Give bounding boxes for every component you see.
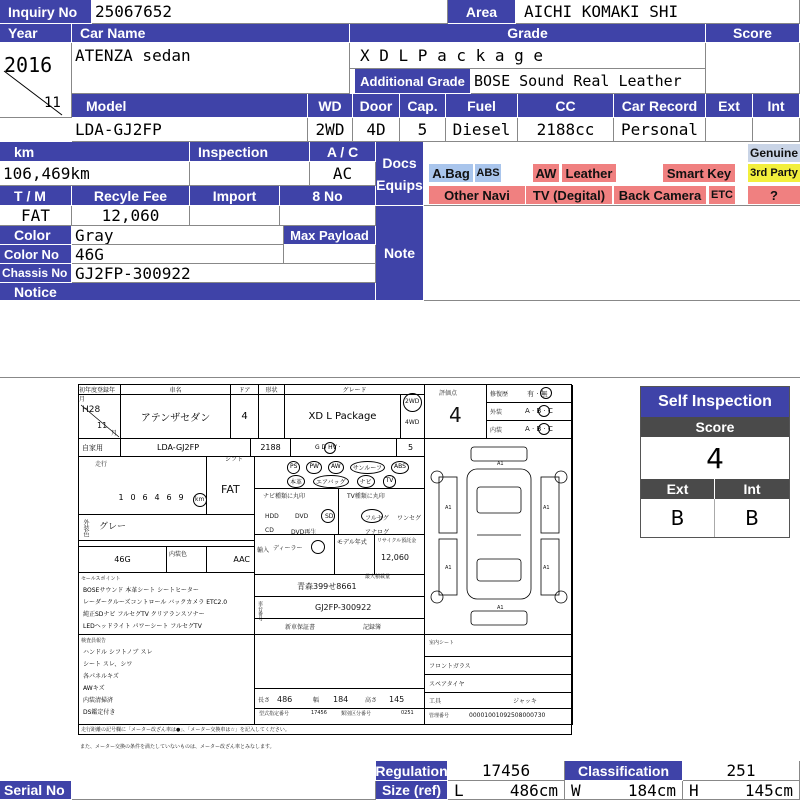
- grade-label: Grade: [350, 24, 706, 43]
- month-value: 11: [44, 95, 61, 111]
- sheet-mileage-digit: 6: [166, 493, 172, 502]
- sheet-type: 17456: [311, 710, 327, 716]
- self-inspection-score: 4: [706, 441, 724, 475]
- sheet-equip-item: ABS: [391, 461, 409, 474]
- sheet-repair-label: 修復歴: [490, 391, 509, 398]
- maxpayload-label: Max Payload: [284, 226, 376, 245]
- area-value: AICHI KOMAKI SHI: [516, 0, 800, 24]
- sheet-notes-blank: [255, 635, 425, 689]
- sheet-mileage-digits: [115, 493, 187, 502]
- sheet-inspector-line: DS鑑定付き: [83, 709, 116, 716]
- sheet-record-label: 記録簿: [363, 624, 382, 631]
- sheet-score-label: 評価点: [439, 390, 458, 397]
- equip-smartkey: Smart Key: [663, 164, 735, 182]
- self-inspection-panel: [640, 386, 790, 538]
- sheet-cap: 5: [397, 439, 425, 457]
- sheet-wd-cell: [401, 385, 425, 439]
- sheet-inspector-line: AWキズ: [83, 685, 105, 692]
- sheet-equip-cell: [255, 457, 425, 489]
- sheet-grade: XD L Package: [285, 395, 401, 439]
- fuel-label: Fuel: [446, 94, 518, 118]
- sheet-footer-2: また、メーター交換の条件を満たしていないものは、メーター改ざん車とみなします。: [80, 744, 275, 750]
- cap-label: Cap.: [400, 94, 446, 118]
- ext-label: Ext: [706, 94, 753, 118]
- size-w-label: W: [571, 781, 581, 800]
- sheet-spare-label: スペアタイヤ: [429, 681, 465, 688]
- sheet-recycle: 12,060: [381, 553, 409, 562]
- sheet-repair-row: [487, 385, 573, 403]
- classification-label: Classification: [565, 761, 683, 781]
- sheet-year-header: 初年度登録年月: [79, 385, 121, 395]
- sheet-year: H28: [82, 405, 101, 415]
- score-label: Score: [706, 24, 800, 43]
- self-inspection-ext: B: [641, 499, 715, 537]
- ac-value: AC: [310, 162, 376, 186]
- sheet-inspector-line: 各パネルキズ: [83, 673, 119, 680]
- eightno-label: 8 No: [280, 186, 376, 206]
- sheet-shift-label: シフト: [225, 456, 244, 463]
- sheet-plate: 青森399せ8661: [297, 582, 357, 591]
- sheet-sales-line: 純正SDナビ フルセグTV クリアランスソナー: [83, 611, 205, 618]
- sheet-equip-item: サンルーフ: [350, 461, 385, 474]
- classification-value: 251: [683, 761, 800, 781]
- sheet-mileage-label: 走行: [95, 461, 108, 468]
- svg-text:A1: A1: [445, 565, 452, 571]
- import-label: Import: [190, 186, 280, 206]
- size-l-label: L: [454, 781, 464, 800]
- size-w-value: 184cm: [627, 781, 676, 800]
- notice-label: Notice: [0, 283, 376, 301]
- sheet-equip-item: 本革: [287, 475, 305, 488]
- sheet-newcar-label: 新車保証書: [285, 624, 316, 631]
- sheet-inspector-line: シート スレ、シワ: [83, 661, 133, 668]
- year-value: 2016: [4, 53, 53, 77]
- equip-abag: A.Bag: [429, 164, 473, 182]
- equip-tv: TV (Degital): [526, 186, 612, 204]
- area-label: Area: [448, 0, 516, 24]
- self-inspection-int: B: [745, 506, 759, 530]
- sheet-seat-label: 室内シート: [429, 640, 455, 646]
- sheet-shift: FAT: [221, 483, 240, 496]
- self-inspection-score-label: Score: [641, 417, 789, 437]
- sheet-type-label: 型式指定番号: [259, 711, 290, 717]
- sheet-fuel: [291, 439, 397, 457]
- equip-leather: Leather: [562, 164, 616, 182]
- size-label: Size (ref): [376, 781, 448, 800]
- sheet-month-unit: 月: [111, 430, 118, 437]
- sheet-color-cell: [79, 515, 255, 541]
- sheet-dealer-label: ディーラー: [273, 545, 303, 552]
- size-h-value: 145cm: [744, 781, 793, 800]
- cc-label: CC: [518, 94, 614, 118]
- equip-genuine: Genuine: [749, 146, 798, 160]
- equip-etc: ETC: [709, 186, 735, 204]
- int-label: Int: [753, 94, 800, 118]
- self-inspection-ext-label: Ext: [641, 479, 715, 499]
- svg-text:A1: A1: [445, 505, 452, 511]
- sheet-km-unit: km: [195, 496, 205, 503]
- colorno-value: 46G: [72, 245, 284, 264]
- record-value: Personal: [614, 118, 706, 142]
- auction-sheet: [78, 384, 572, 735]
- sheet-spare-row: [425, 675, 573, 693]
- car-diagram-icon: [425, 439, 573, 635]
- size-height: [683, 781, 800, 800]
- fuel-value: Diesel: [446, 118, 518, 142]
- addgrade-value: BOSE Sound Real Leather: [471, 69, 706, 94]
- sheet-door-header: ドア: [231, 385, 259, 395]
- sheet-interior-row: [487, 421, 573, 439]
- serial-label: Serial No: [0, 781, 72, 800]
- sheet-shift-cell: [207, 457, 255, 515]
- svg-text:A1: A1: [497, 461, 504, 467]
- note-value: [424, 206, 800, 301]
- sheet-import-cell: [255, 535, 335, 575]
- tm-value: FAT: [0, 206, 72, 226]
- sheet-equip-item: PW: [306, 461, 322, 474]
- sheet-tv-one: ワンセグ: [397, 515, 422, 522]
- sheet-carname: アテンザセダン: [121, 395, 231, 439]
- sheet-height: 145: [389, 695, 405, 704]
- maxpayload-value: [284, 245, 376, 264]
- equip-question: ?: [748, 186, 800, 204]
- sheet-mileage-digit: 4: [154, 493, 160, 502]
- sheet-model: LDA-GJ2FP: [121, 439, 251, 457]
- sheet-wd: 2WD: [405, 398, 420, 405]
- inspection-label: Inspection: [190, 142, 310, 162]
- sheet-equip-item: PS: [287, 461, 300, 474]
- sheet-equip-item: ナビ: [357, 475, 375, 488]
- sheet-warranty-cell: [255, 619, 425, 635]
- sheet-width-label: 幅: [313, 697, 320, 704]
- model-value: LDA-GJ2FP: [72, 118, 308, 142]
- self-inspection-int-label: Int: [715, 479, 789, 499]
- sheet-int-color: 内装色: [167, 547, 207, 573]
- sheet-navi-dvd: DVD: [295, 513, 309, 520]
- sheet-colorno: 46G: [79, 547, 167, 573]
- sheet-recycle-label: リサイクル預託金: [377, 538, 417, 544]
- sheet-equip-row2: [287, 475, 396, 488]
- inquiry-label: Inquiry No: [0, 0, 92, 24]
- sheet-width: 184: [333, 695, 349, 704]
- sheet-navi-cd: CD: [265, 527, 274, 534]
- sheet-sales-line: LEDヘッドライト パワーシート フルセグTV: [83, 623, 202, 630]
- sheet-sales-lines: [83, 585, 227, 633]
- sheet-navi-dvdplay: DVD再生: [291, 529, 317, 536]
- carname-label: Car Name: [72, 24, 350, 43]
- sheet-size-cell: [255, 689, 425, 709]
- note-label: Note: [376, 206, 424, 301]
- addgrade-label: Additional Grade: [355, 69, 471, 94]
- sheet-color-label: 外装色: [82, 519, 89, 537]
- regulation-label: Regulation: [376, 761, 448, 781]
- self-inspection-title: Self Inspection: [641, 387, 789, 417]
- sheet-recycle-cell: [375, 535, 425, 575]
- year-box: [0, 43, 72, 118]
- sheet-mileage-digit: 9: [178, 493, 184, 502]
- notice-value: [0, 301, 800, 378]
- sheet-windshield-row: [425, 657, 573, 675]
- equip-abs: ABS: [475, 164, 501, 182]
- sheet-score-cell: [425, 385, 487, 439]
- sheet-chassis-cell: [255, 597, 425, 619]
- sheet-mgmt-row: [425, 709, 573, 725]
- sheet-repair-opts: 有 · 無: [527, 390, 548, 398]
- sheet-length: 486: [277, 695, 293, 704]
- sheet-tv-analog: アナログ: [365, 529, 390, 536]
- wd-value: 2WD: [308, 118, 353, 142]
- sheet-door: 4: [231, 395, 259, 439]
- serial-value: [72, 781, 376, 800]
- sheet-shape: [259, 395, 285, 439]
- ext-value: [706, 118, 753, 142]
- sheet-name-header: 車名: [121, 385, 231, 395]
- color-label: Color: [0, 226, 72, 245]
- cap-value: 5: [400, 118, 446, 142]
- sheet-equip-item: TV: [383, 475, 397, 488]
- sheet-ac: AAC: [207, 547, 255, 573]
- sheet-navi-sd: SD: [325, 513, 334, 520]
- equip-thirdparty: 3rd Party: [748, 164, 800, 182]
- sheet-navi-label: ナビ種類に丸印: [263, 493, 306, 500]
- sheet-sales-line: レーダークルーズコントロール バックカメラ ETC2.0: [83, 599, 228, 606]
- sheet-windshield-label: フロントガラス: [429, 663, 471, 670]
- sheet-exterior-label: 外装: [490, 409, 503, 416]
- color-value: Gray: [72, 226, 284, 245]
- equip-aw: AW: [533, 164, 559, 182]
- sheet-mileage-cell: [79, 457, 207, 515]
- sheet-inspector-label: 検査員報告: [81, 638, 107, 644]
- sheet-class-label: 類別区分番号: [341, 711, 372, 717]
- sheet-shape-header: 形状: [259, 385, 285, 395]
- sheet-class: 0251: [401, 710, 414, 716]
- ac-label: A / C: [310, 142, 376, 162]
- sheet-maxload-label: 最大積載量: [365, 574, 391, 580]
- sheet-plate-cell: [255, 575, 425, 597]
- sheet-sales-label: セールスポイント: [81, 576, 121, 582]
- tm-label: T / M: [0, 186, 72, 206]
- sheet-grade-header: グレード: [285, 385, 425, 395]
- sheet-inspector-lines: [83, 647, 152, 719]
- int-value: [753, 118, 800, 142]
- sheet-modelyear: モデル年式: [335, 535, 375, 575]
- sheet-cc: 2188: [251, 439, 291, 457]
- sheet-import-label: 輸入: [257, 547, 270, 554]
- sheet-year-cell: [79, 395, 121, 439]
- sheet-footer-1: 走行距離の記号欄に「メーター改ざん車は●」、「メーター交換車は☆」を記入してください。: [81, 727, 290, 733]
- sheet-navi-hdd: HDD: [265, 513, 279, 520]
- sheet-car-diagram: [425, 439, 573, 635]
- sheet-mgmt-label: 管理番号: [429, 713, 450, 719]
- sheet-type-cell: [255, 709, 425, 725]
- sheet-wd4: 4WD: [405, 419, 420, 426]
- chassis-label: Chassis No: [0, 264, 72, 283]
- equip-othernavi: Other Navi: [429, 186, 525, 204]
- wd-label: WD: [308, 94, 353, 118]
- sheet-sales-cell: [79, 573, 255, 635]
- sheet-score: 4: [449, 403, 462, 427]
- carname-value: ATENZA sedan: [72, 43, 350, 94]
- sheet-exterior-row: [487, 403, 573, 421]
- sheet-tv-full: フルセグ: [365, 515, 389, 522]
- door-value: 4D: [353, 118, 400, 142]
- equip-backcamera: Back Camera: [614, 186, 706, 204]
- sheet-sales-line: BOSEサウンド 本革シート シートヒーター: [83, 587, 199, 594]
- sheet-tv-label: TV種類に丸印: [347, 493, 385, 500]
- year-label: Year: [0, 24, 72, 43]
- sheet-mileage-digit: 1: [118, 493, 124, 502]
- sheet-height-label: 高さ: [365, 697, 378, 704]
- sheet-chassis: GJ2FP-300922: [315, 603, 372, 612]
- km-label: km: [0, 142, 190, 162]
- size-h-label: H: [689, 781, 699, 800]
- inspection-value: [190, 162, 310, 186]
- sheet-jack-label: ジャッキ: [513, 698, 537, 705]
- sheet-mileage-digit: 0: [130, 493, 136, 502]
- eightno-value: [280, 206, 376, 226]
- docs-equips-label: Docs Equips: [376, 142, 424, 206]
- sheet-interior-opts: A · B · C: [525, 425, 553, 433]
- sheet-length-label: 長さ: [258, 697, 271, 704]
- size-length: [448, 781, 565, 800]
- equips-panel: [424, 142, 800, 206]
- sheet-equip-item: AW: [328, 461, 344, 474]
- import-value: [190, 206, 280, 226]
- door-label: Door: [353, 94, 400, 118]
- sheet-tools-label: 工具: [429, 698, 442, 705]
- sheet-seat-row: [425, 635, 573, 657]
- sheet-navi-cell: [255, 489, 339, 535]
- recycle-value: 12,060: [72, 206, 190, 226]
- svg-text:A1: A1: [497, 605, 504, 611]
- sheet-interior-label: 内装: [490, 427, 503, 434]
- score-value: [706, 43, 800, 94]
- sheet-color: グレー: [99, 522, 127, 532]
- sheet-mileage-digit: 6: [142, 493, 148, 502]
- chassis-value: GJ2FP-300922: [72, 264, 376, 283]
- sheet-exterior-opts: A · B · C: [525, 407, 553, 415]
- sheet-tv-cell: [339, 489, 425, 535]
- size-width: [565, 781, 683, 800]
- inquiry-value: 25067652: [92, 0, 448, 24]
- colorno-label: Color No: [0, 245, 72, 264]
- sheet-private: 自家用: [79, 439, 121, 457]
- grade-value: X D L P a c k a g e: [350, 43, 706, 69]
- svg-text:A1: A1: [543, 565, 550, 571]
- sheet-tools-row: [425, 693, 573, 709]
- regulation-value: 17456: [448, 761, 565, 781]
- sheet-fuel-opts: G D HV ·: [315, 444, 341, 451]
- sheet-inspector-cell: [79, 635, 255, 725]
- record-label: Car Record: [614, 94, 706, 118]
- sheet-month: 11: [97, 421, 108, 430]
- recycle-label: Recyle Fee: [72, 186, 190, 206]
- sheet-equip-row1: [287, 461, 409, 474]
- sheet-chassis-label: 車台番号: [257, 601, 263, 621]
- sheet-inspector-line: 内装清掃済: [83, 697, 114, 704]
- sheet-mgmt: 00001001092508000730: [469, 712, 546, 719]
- svg-text:A1: A1: [543, 505, 550, 511]
- model-label: Model: [72, 94, 308, 118]
- sheet-inspector-line: ハンドル シフトノブ スレ: [83, 649, 153, 656]
- sheet-equip-item: エアバッグ: [313, 475, 349, 488]
- size-l-value: 486cm: [509, 781, 558, 800]
- cc-value: 2188cc: [518, 118, 614, 142]
- km-value: 106,469km: [0, 162, 190, 186]
